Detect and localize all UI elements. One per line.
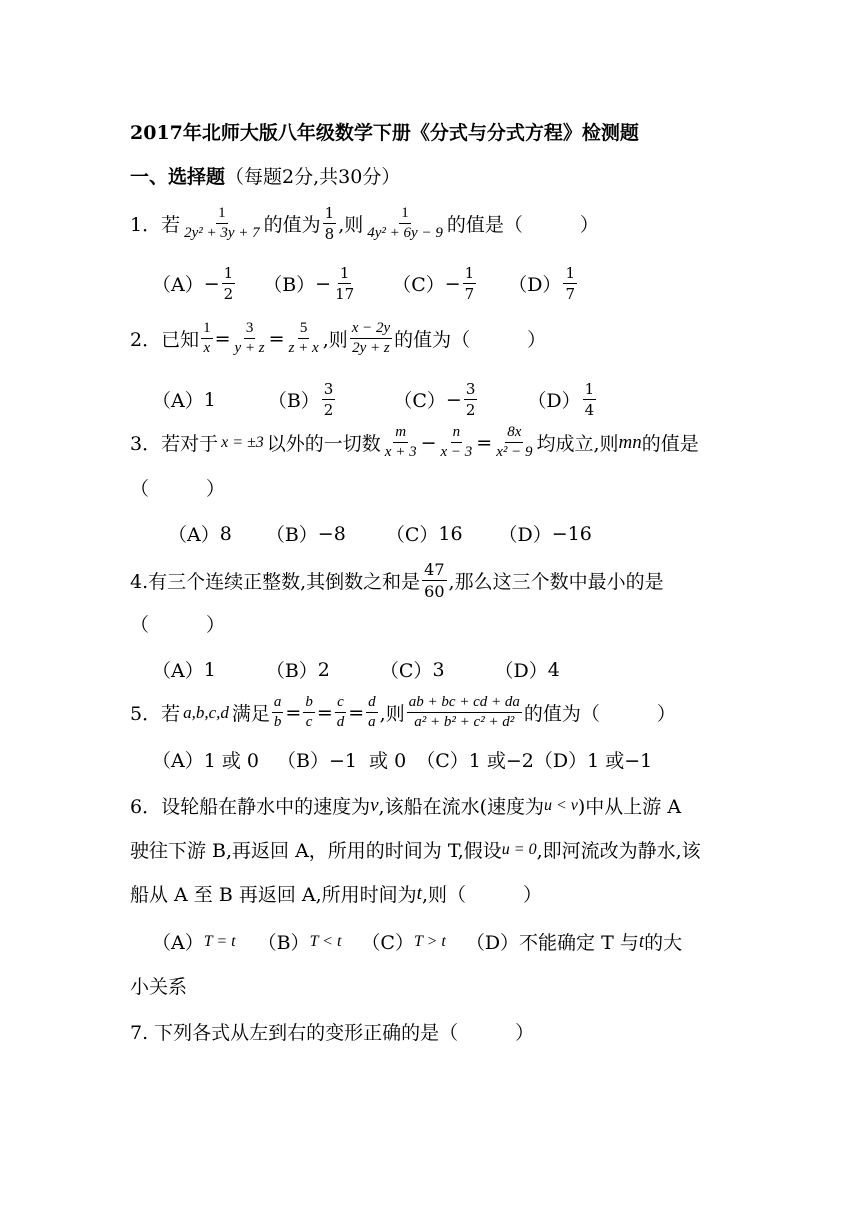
q2-b-den: 2 — [323, 401, 334, 419]
q1-b-fraction — [333, 264, 356, 303]
q2-d-fraction — [583, 380, 597, 419]
q4-f1-num: 47 — [424, 560, 445, 579]
q4-c-label: （C） — [379, 660, 433, 682]
q6-v: v — [370, 794, 379, 816]
q6-u-zero: u = 0 — [501, 840, 537, 858]
q5-fraction-3 — [335, 694, 347, 731]
q3-minus: − — [420, 431, 437, 454]
q2-d-label: （D） — [527, 390, 581, 412]
q4-a-value: 1 — [203, 658, 216, 681]
q1-b-num: 1 — [339, 264, 350, 282]
q4-a-label: （A） — [152, 660, 204, 682]
q2-d-den: 4 — [584, 401, 595, 419]
q1-a-fraction — [222, 264, 236, 303]
q2-equals-1: = — [214, 327, 231, 350]
q1-option-a[interactable] — [152, 264, 237, 303]
question-3 — [130, 424, 699, 461]
q6-text-3a: 船从 A 至 B 再返回 A,所用时间为 — [130, 884, 417, 906]
q1-fraction-2 — [323, 204, 337, 243]
q2-c-label: （C） — [393, 390, 446, 412]
q1-a-num: 1 — [223, 264, 234, 282]
q3-f1-num: m — [393, 424, 408, 443]
q1-fraction-1 — [182, 205, 262, 242]
q5-option-b[interactable] — [277, 746, 406, 773]
q3-fraction-3 — [494, 424, 534, 461]
q5-option-c[interactable] — [416, 746, 534, 773]
q6-option-c[interactable] — [361, 928, 445, 955]
q6-option-b[interactable] — [258, 928, 342, 955]
q4-option-c[interactable] — [380, 656, 445, 683]
q1-b-sign: − — [315, 272, 332, 295]
q1-options — [152, 264, 579, 303]
q6-a-label: （A） — [152, 932, 204, 954]
q5-f5-num: ab + bc + cd + da — [407, 694, 522, 713]
q1-option-b[interactable] — [263, 264, 358, 303]
q3-fraction-2 — [439, 424, 475, 461]
q6-text-3b: ,则（ ） — [421, 884, 542, 906]
question-6-line-3 — [130, 880, 542, 907]
question-7: 7. 下列各式从左到右的变形正确的是（ ） — [130, 1022, 535, 1044]
q1-text-1: 的值为 — [263, 214, 321, 236]
q1-b-den: 17 — [335, 285, 355, 303]
q3-f3-den: x² − 9 — [496, 444, 533, 460]
q4-b-value: 2 — [317, 658, 330, 681]
q2-a-value: 1 — [203, 388, 216, 411]
q6-u-less-v: u < v — [543, 796, 578, 814]
q4-option-a[interactable] — [152, 656, 216, 683]
q3-text-1: 以外的一切数 — [266, 433, 381, 455]
question-5 — [130, 694, 676, 731]
q2-number: 2．已知 — [130, 329, 200, 351]
q1-text-3: 的值是（ ） — [446, 214, 599, 236]
q2-option-c[interactable] — [393, 380, 479, 419]
q2-f1-den: x — [203, 340, 211, 356]
q2-fraction-1 — [201, 320, 213, 357]
q2-f4-den: 2y + z — [352, 340, 390, 356]
q2-options — [152, 380, 598, 419]
q1-d-den: 7 — [565, 285, 575, 303]
q4-option-d[interactable] — [495, 656, 560, 683]
q5-number: 5．若 — [130, 703, 181, 725]
q6-c-value: T > t — [413, 932, 446, 950]
q2-f3-den: z + x — [288, 340, 319, 356]
q1-option-c[interactable] — [392, 264, 478, 303]
q5-a-value: 1 或 0 — [203, 750, 259, 772]
q3-a-value: 8 — [219, 522, 232, 545]
q5-fraction-1 — [272, 694, 284, 731]
q5-f3-num: c — [335, 694, 346, 713]
q2-fraction-2 — [233, 320, 267, 357]
q5-d-label: （D） — [533, 750, 588, 772]
q5-c-label: （C） — [416, 750, 469, 772]
q5-vars: a,b,c,d — [183, 702, 229, 722]
q3-f1-den: x + 3 — [384, 444, 417, 460]
q1-fraction-3 — [365, 205, 445, 242]
q5-text-3: 的值为（ ） — [523, 703, 676, 725]
q3-text-3: 的值是 — [641, 433, 699, 455]
q6-text-1c: )中从上游 A — [577, 796, 682, 818]
q1-f1-num: 1 — [216, 205, 228, 224]
q3-mn: mn — [618, 431, 642, 453]
q2-b-num: 3 — [323, 380, 334, 398]
q4-answer-paren: （ ） — [130, 614, 226, 636]
q3-option-a[interactable] — [168, 520, 232, 547]
q1-f2-den: 8 — [324, 225, 335, 243]
q2-f3-num: 5 — [298, 320, 310, 339]
page-title: 2017年北师大版八年级数学下册《分式与分式方程》检测题 — [130, 122, 639, 144]
q4-fraction — [422, 560, 446, 601]
q1-c-den: 7 — [464, 285, 475, 303]
q1-f3-den: 4y² + 6y − 9 — [367, 225, 443, 241]
q5-a-label: （A） — [152, 750, 204, 772]
q2-option-b[interactable] — [268, 380, 338, 419]
q6-options — [152, 928, 682, 955]
q3-options — [168, 520, 592, 547]
q5-f2-den: c — [305, 714, 313, 730]
q1-a-den: 2 — [223, 285, 234, 303]
q4-f1-den: 60 — [424, 582, 445, 601]
q2-equals-2: = — [268, 327, 285, 350]
q1-d-label: （D） — [508, 274, 562, 296]
q3-text-2: 均成立,则 — [536, 433, 619, 455]
q1-f3-num: 1 — [399, 205, 411, 224]
q3-option-c[interactable] — [386, 520, 463, 547]
q6-option-d[interactable] — [466, 928, 682, 955]
q1-f2-num: 1 — [324, 204, 335, 222]
question-1 — [130, 204, 599, 243]
q2-b-label: （B） — [267, 390, 320, 412]
q6-text-1b: ,该船在流水(速度为 — [378, 796, 544, 818]
q2-b-fraction — [322, 380, 336, 419]
q5-option-d[interactable] — [534, 746, 652, 773]
q6-a-value: T = t — [203, 932, 236, 950]
q3-fraction-1 — [383, 424, 419, 461]
q3-a-label: （A） — [168, 524, 220, 546]
q5-b-label: （B） — [277, 750, 329, 772]
q5-fraction-4 — [366, 694, 378, 731]
q2-option-a[interactable] — [152, 386, 216, 413]
q1-c-fraction — [463, 264, 477, 303]
q2-d-num: 1 — [584, 380, 595, 398]
q2-f2-num: 3 — [244, 320, 256, 339]
q1-number: 1．若 — [130, 214, 181, 236]
q4-d-label: （D） — [494, 660, 548, 682]
q3-f2-den: x − 3 — [440, 444, 473, 460]
section-heading: 一、选择题 — [130, 166, 226, 188]
q3-condition: x = ±3 — [221, 433, 264, 451]
q1-d-num: 1 — [565, 264, 575, 282]
q3-c-value: 16 — [438, 522, 463, 545]
q5-f4-num: d — [366, 694, 378, 713]
q6-d-t: t — [638, 930, 645, 952]
q3-option-b[interactable] — [266, 520, 346, 547]
q4-text-2: ,那么这三个数中最小的是 — [448, 571, 664, 593]
q6-c-label: （C） — [361, 932, 414, 954]
q5-option-a[interactable] — [152, 746, 259, 773]
section-note: （每题2分,共30分） — [225, 166, 401, 188]
q2-f1-num: 1 — [201, 320, 213, 339]
q2-f2-den: y + z — [234, 340, 265, 356]
q5-c-value: 1 或−2 — [468, 750, 534, 772]
q2-fraction-4 — [350, 320, 392, 357]
q4-d-value: 4 — [547, 658, 560, 681]
q2-a-label: （A） — [152, 390, 204, 412]
question-4 — [130, 560, 664, 601]
q4-options — [152, 656, 560, 683]
q4-b-label: （B） — [265, 660, 318, 682]
question-6-line-2 — [130, 836, 701, 863]
q6-d-label: （D）不能确定 T 与 — [465, 932, 639, 954]
q5-f5-den: a² + b² + c² + d² — [414, 714, 515, 730]
q3-answer-paren: （ ） — [130, 478, 226, 500]
q3-number: 3．若对于 — [130, 433, 219, 455]
q6-text-1a: 6．设轮船在静水中的速度为 — [130, 796, 371, 818]
q5-equals-3: = — [348, 701, 365, 724]
q5-b-value: −1 或 0 — [328, 750, 407, 772]
section-header — [130, 162, 400, 189]
q3-b-value: −8 — [317, 522, 346, 545]
q5-f1-den: b — [273, 714, 282, 730]
q5-d-value: 1 或−1 — [587, 750, 653, 772]
q5-fraction-2 — [303, 694, 315, 731]
q6-t: t — [416, 882, 422, 904]
q1-c-label: （C） — [392, 274, 445, 296]
q5-equals-2: = — [316, 701, 333, 724]
q4-option-b[interactable] — [266, 656, 330, 683]
q1-f1-den: 2y² + 3y + 7 — [184, 225, 260, 241]
q2-c-den: 2 — [465, 401, 476, 419]
q3-c-label: （C） — [385, 524, 439, 546]
q5-fraction-5 — [407, 694, 522, 731]
q3-f2-num: n — [451, 424, 463, 443]
q6-b-label: （B） — [257, 932, 310, 954]
q1-c-sign: − — [444, 272, 461, 295]
q1-a-label: （A） — [152, 274, 204, 296]
q3-option-d[interactable] — [499, 520, 592, 547]
q4-text-1: 4.有三个连续正整数,其倒数之和是 — [130, 571, 421, 593]
q5-f3-den: d — [336, 714, 345, 730]
q3-equals: = — [476, 431, 493, 454]
q1-c-num: 1 — [464, 264, 475, 282]
q2-fraction-3 — [287, 320, 321, 357]
q3-d-value: −16 — [551, 522, 592, 545]
q6-text-2a: 驶往下游 B,再返回 A，所用的时间为 T,假设 — [130, 840, 502, 862]
q5-f4-den: a — [368, 714, 376, 730]
q6-b-value: T < t — [309, 932, 342, 950]
q3-f3-num: 8x — [505, 424, 523, 443]
q2-c-sign: − — [445, 388, 462, 411]
q1-d-fraction — [563, 264, 577, 303]
q2-f4-num: x − 2y — [350, 320, 392, 339]
q1-b-label: （B） — [263, 274, 316, 296]
q3-b-label: （B） — [265, 524, 318, 546]
q4-c-value: 3 — [432, 658, 445, 681]
q2-text-2: 的值为（ ） — [394, 329, 547, 351]
q5-options — [152, 746, 652, 773]
q3-d-label: （D） — [498, 524, 552, 546]
q5-f1-num: a — [272, 694, 284, 713]
q1-a-sign: − — [203, 272, 220, 295]
q1-text-2: ,则 — [338, 214, 364, 236]
q5-text-1: 满足 — [231, 703, 270, 725]
q6-d-tail: 的大 — [644, 932, 683, 954]
q2-text-1: ,则 — [322, 329, 348, 351]
question-6-line-1 — [130, 792, 681, 819]
q6-text-2b: ,即河流改为静水,该 — [536, 840, 701, 862]
q5-f2-num: b — [303, 694, 315, 713]
q2-option-d[interactable] — [527, 380, 598, 419]
q6-option-d-wrap: 小关系 — [130, 976, 188, 998]
q6-option-a[interactable] — [152, 928, 236, 955]
q5-text-2: ,则 — [379, 703, 405, 725]
q2-c-fraction — [464, 380, 478, 419]
q1-option-d[interactable] — [508, 264, 579, 303]
question-2 — [130, 320, 546, 357]
q2-c-num: 3 — [465, 380, 476, 398]
q5-equals-1: = — [285, 701, 302, 724]
